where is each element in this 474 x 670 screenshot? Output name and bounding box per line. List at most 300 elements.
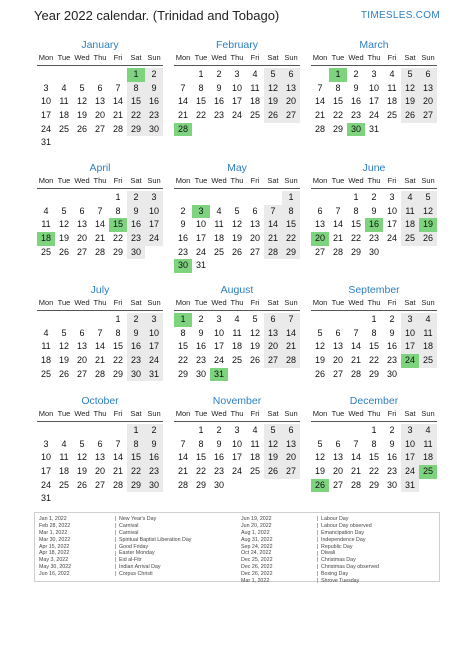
day-cell: 13	[332, 452, 343, 463]
day-cell: 7	[264, 205, 282, 219]
weekday-label: Thu	[230, 409, 244, 418]
day-cell: 25	[419, 354, 437, 368]
day-cell: 15	[350, 219, 361, 230]
day-cell: 7	[180, 438, 186, 449]
day-cell: 8	[371, 438, 377, 449]
weekday-label: Tue	[331, 409, 345, 418]
day-cell: 11	[401, 205, 419, 219]
legend-marker	[115, 564, 116, 569]
day-cell: 23	[350, 110, 361, 121]
day-cell: 20	[264, 340, 282, 354]
legend-holiday-name: Easter Monday	[119, 550, 155, 557]
day-cell: 27	[264, 354, 282, 368]
day-cell: 12	[264, 438, 282, 452]
weekday-label: Wed	[348, 176, 364, 185]
day-cell: 18	[401, 218, 419, 232]
weekday-header	[37, 52, 163, 66]
day-cell: 9	[127, 205, 145, 219]
weekday-header	[37, 175, 163, 189]
day-cell: 20	[332, 466, 343, 477]
legend-marker	[317, 571, 318, 576]
day-cell: 4	[389, 69, 395, 79]
empty-cell	[73, 191, 91, 205]
legend-column-2	[241, 516, 379, 585]
legend-date: Dec 26, 2022	[241, 571, 273, 578]
day-cell: 2	[145, 68, 163, 82]
day-cell: 22	[177, 355, 188, 366]
day-cell: 9	[145, 438, 163, 452]
day-cell: 2	[353, 69, 359, 79]
day-cell: 5	[79, 82, 85, 93]
day-cell: 30	[386, 368, 397, 379]
day-cell: 9	[353, 82, 359, 93]
weekday-label: Fri	[113, 176, 123, 185]
day-cell: 2	[198, 314, 204, 324]
weekday-header	[37, 297, 163, 311]
weekday-label: Sat	[130, 409, 142, 418]
day-cell: 15	[332, 96, 343, 107]
weekday-label: Sun	[147, 176, 161, 185]
holiday-legend	[34, 512, 440, 585]
day-cell: 27	[332, 479, 343, 490]
day-cell: 29	[112, 246, 123, 257]
day-cell: 7	[180, 82, 186, 93]
day-cell: 17	[401, 340, 419, 354]
day-cell: 12	[314, 341, 325, 352]
day-cell: 28	[177, 479, 188, 490]
day-cell: 28	[350, 479, 361, 490]
day-cell: 21	[332, 233, 343, 244]
day-cell: 12	[249, 327, 260, 338]
day-cell: 21	[350, 355, 361, 366]
day-cell: 19	[401, 95, 419, 109]
empty-cell	[264, 191, 282, 205]
day-cell: 6	[317, 205, 323, 216]
legend-date: Mar 1, 2022	[39, 529, 68, 536]
legend-date: Oct 24, 2022	[241, 550, 272, 557]
empty-cell	[228, 191, 246, 205]
day-cell: 16	[177, 233, 188, 244]
weekday-label: Fri	[250, 53, 260, 62]
empty-cell	[347, 313, 365, 327]
day-cell: 10	[213, 327, 224, 338]
day-cell: 26	[264, 109, 282, 123]
weekday-header	[174, 408, 300, 422]
day-cell: 5	[317, 438, 323, 449]
day-cell: 10	[145, 205, 163, 219]
day-cell: 16	[350, 96, 361, 107]
legend-date: Dec 26, 2022	[241, 564, 273, 571]
month-march	[311, 38, 437, 136]
day-cell: 18	[40, 355, 51, 366]
weekday-label: Mon	[175, 409, 191, 418]
day-cell: 12	[58, 219, 69, 230]
day-cell: 11	[250, 438, 260, 449]
weekday-label: Mon	[312, 298, 328, 307]
day-cell: 23	[386, 466, 397, 477]
legend-marker	[317, 544, 318, 549]
legend-item	[39, 571, 191, 578]
day-cell: 20	[76, 355, 87, 366]
day-cell: 22	[127, 109, 145, 123]
legend-item	[241, 530, 379, 537]
day-cell: 30	[386, 479, 397, 490]
weekday-label: Wed	[211, 53, 227, 62]
day-grid	[174, 68, 300, 136]
legend-date: Jun 19, 2022	[241, 516, 272, 522]
day-cell: 6	[264, 313, 282, 327]
weekday-label: Mon	[312, 176, 328, 185]
month-name: June	[362, 162, 386, 174]
weekday-label: Tue	[194, 53, 208, 62]
day-cell: 1	[198, 425, 204, 435]
day-cell: 10	[195, 219, 206, 230]
day-cell: 21	[112, 110, 123, 121]
day-cell: 1	[198, 69, 204, 79]
legend-date: Mar 30, 2022	[39, 536, 71, 543]
weekday-label: Thu	[367, 409, 381, 418]
legend-date: Jan 1, 2022	[39, 516, 67, 522]
weekday-label: Fri	[387, 298, 397, 307]
day-cell: 12	[264, 82, 282, 96]
day-cell: 5	[252, 314, 258, 324]
day-cell: 22	[368, 466, 379, 477]
day-cell: 22	[282, 232, 300, 246]
day-cell: 21	[282, 340, 300, 354]
day-cell: 17	[40, 110, 51, 121]
legend-holiday-name: Labour Day observed	[321, 522, 372, 529]
day-cell: 26	[264, 465, 282, 479]
day-cell: 10	[40, 96, 51, 107]
month-name: November	[212, 395, 262, 407]
day-cell: 13	[264, 327, 282, 341]
day-cell: 15	[368, 341, 379, 352]
month-september	[311, 283, 437, 381]
day-cell: 14	[264, 218, 282, 232]
day-cell: 31	[40, 137, 51, 148]
legend-marker	[115, 516, 116, 521]
day-cell: 18	[213, 233, 224, 244]
day-cell: 29	[368, 368, 379, 379]
legend-date: Dec 25, 2022	[241, 557, 273, 564]
legend-marker	[115, 530, 116, 535]
legend-marker	[115, 537, 116, 542]
day-cell: 24	[145, 232, 163, 246]
weekday-label: Thu	[93, 409, 107, 418]
weekday-label: Sat	[404, 409, 416, 418]
day-cell: 18	[419, 340, 437, 354]
empty-cell	[174, 191, 192, 205]
day-cell: 19	[76, 110, 87, 121]
weekday-label: Sat	[130, 176, 142, 185]
day-cell: 27	[76, 246, 87, 257]
legend-holiday-name: Diwali	[321, 550, 336, 557]
day-grid	[311, 68, 437, 136]
day-cell: 3	[389, 192, 395, 202]
day-cell: 4	[43, 327, 49, 338]
day-cell: 15	[112, 341, 123, 352]
day-cell: 20	[249, 233, 260, 244]
day-cell: 23	[213, 110, 224, 121]
day-cell: 18	[231, 341, 242, 352]
day-cell: 13	[282, 438, 300, 452]
day-cell: 27	[76, 368, 87, 379]
day-cell: 7	[97, 205, 103, 216]
weekday-label: Wed	[211, 298, 227, 307]
day-cell: 1	[371, 425, 377, 435]
weekday-label: Wed	[74, 298, 90, 307]
legend-date: May 30, 2022	[39, 564, 72, 571]
day-grid	[311, 313, 437, 381]
day-cell: 22	[368, 355, 379, 366]
day-cell: 18	[386, 96, 397, 107]
day-cell: 9	[371, 205, 377, 216]
weekday-header	[311, 297, 437, 311]
weekday-label: Sat	[130, 53, 142, 62]
day-cell: 4	[252, 69, 258, 79]
day-cell: 20	[94, 466, 105, 477]
day-cell: 24	[401, 465, 419, 479]
weekday-label: Thu	[93, 176, 107, 185]
legend-marker	[317, 530, 318, 535]
day-cell: 26	[314, 368, 325, 379]
legend-date: Aug 1, 2022	[241, 529, 270, 536]
day-cell: 9	[216, 438, 222, 449]
day-cell: 9	[389, 327, 395, 338]
day-cell: 24	[40, 479, 51, 490]
day-cell: 11	[59, 96, 69, 107]
weekday-label: Sat	[130, 298, 142, 307]
legend-marker	[317, 516, 318, 521]
weekday-label: Tue	[57, 176, 71, 185]
month-august	[174, 283, 300, 381]
day-cell: 17	[40, 466, 51, 477]
brand-logo[interactable]: TIMESLES.COM	[360, 10, 440, 21]
legend-marker	[115, 571, 116, 576]
empty-cell	[37, 191, 55, 205]
legend-marker	[317, 537, 318, 542]
day-cell: 28	[350, 368, 361, 379]
day-cell: 7	[282, 313, 300, 327]
day-cell: 12	[419, 205, 437, 219]
day-cell: 27	[249, 246, 260, 257]
weekday-label: Sun	[284, 176, 298, 185]
day-cell: 3	[216, 314, 222, 324]
day-cell: 4	[61, 82, 67, 93]
day-cell: 18	[419, 451, 437, 465]
legend-item	[241, 564, 379, 571]
holiday-day-cell: 3	[192, 205, 210, 219]
day-cell: 2	[180, 205, 186, 216]
month-may	[174, 161, 300, 273]
weekday-label: Fri	[113, 53, 123, 62]
day-cell: 16	[127, 340, 145, 354]
weekday-label: Sun	[421, 176, 435, 185]
day-cell: 8	[198, 82, 204, 93]
weekday-label: Mon	[38, 176, 54, 185]
legend-item	[241, 544, 379, 551]
day-cell: 1	[115, 192, 121, 202]
day-cell: 9	[216, 82, 222, 93]
empty-cell	[329, 191, 347, 205]
weekday-label: Tue	[331, 53, 345, 62]
month-name: July	[90, 284, 110, 296]
month-name: August	[220, 284, 254, 296]
weekday-label: Fri	[250, 176, 260, 185]
legend-holiday-name: Good Friday	[119, 543, 149, 550]
day-grid	[174, 313, 300, 381]
day-cell: 14	[94, 341, 105, 352]
legend-date: Jun 16, 2022	[39, 571, 70, 578]
day-cell: 23	[145, 109, 163, 123]
day-cell: 22	[112, 355, 123, 366]
day-cell: 6	[335, 438, 341, 449]
day-cell: 5	[419, 191, 437, 205]
legend-holiday-name: Carnival	[119, 522, 139, 529]
empty-cell	[311, 68, 329, 82]
day-cell: 21	[94, 355, 105, 366]
day-cell: 28	[112, 479, 123, 490]
weekday-label: Thu	[367, 176, 381, 185]
day-cell: 23	[368, 233, 379, 244]
month-name: March	[359, 39, 389, 51]
day-cell: 25	[401, 232, 419, 246]
weekday-label: Sun	[147, 298, 161, 307]
weekday-label: Mon	[312, 53, 328, 62]
day-cell: 30	[145, 123, 163, 137]
day-cell: 2	[389, 425, 395, 435]
weekday-header	[174, 297, 300, 311]
weekday-label: Sat	[267, 176, 279, 185]
day-cell: 29	[127, 123, 145, 137]
weekday-label: Fri	[250, 298, 260, 307]
day-cell: 12	[314, 452, 325, 463]
empty-cell	[174, 68, 192, 82]
weekday-label: Mon	[175, 298, 191, 307]
day-cell: 4	[216, 205, 222, 216]
weekday-label: Thu	[93, 53, 107, 62]
weekday-label: Tue	[194, 298, 208, 307]
empty-cell	[311, 313, 329, 327]
day-cell: 25	[231, 355, 242, 366]
weekday-label: Fri	[387, 176, 397, 185]
weekday-label: Thu	[93, 298, 107, 307]
legend-item	[39, 544, 191, 551]
day-cell: 11	[419, 438, 437, 452]
legend-item	[241, 571, 379, 578]
day-cell: 27	[282, 465, 300, 479]
legend-item	[39, 550, 191, 557]
day-cell: 29	[112, 368, 123, 379]
day-cell: 31	[195, 260, 206, 271]
day-cell: 3	[145, 313, 163, 327]
weekday-label: Sat	[267, 298, 279, 307]
empty-cell	[37, 68, 55, 82]
month-april	[37, 161, 163, 259]
day-cell: 11	[419, 327, 437, 341]
day-cell: 17	[401, 451, 419, 465]
day-cell: 30	[127, 368, 145, 382]
day-cell: 29	[332, 123, 343, 134]
day-cell: 5	[264, 68, 282, 82]
day-cell: 17	[145, 218, 163, 232]
day-cell: 8	[371, 327, 377, 338]
empty-cell	[347, 424, 365, 438]
day-cell: 31	[401, 479, 419, 493]
day-cell: 7	[115, 82, 121, 93]
day-cell: 14	[350, 452, 361, 463]
day-cell: 31	[40, 493, 51, 504]
weekday-header	[37, 408, 163, 422]
weekday-label: Thu	[230, 298, 244, 307]
day-cell: 17	[145, 340, 163, 354]
day-cell: 8	[127, 82, 145, 96]
legend-item	[39, 516, 191, 523]
day-grid	[37, 191, 163, 259]
day-cell: 24	[145, 354, 163, 368]
day-cell: 19	[314, 355, 325, 366]
day-cell: 17	[213, 341, 224, 352]
day-cell: 6	[79, 327, 85, 338]
day-cell: 20	[282, 451, 300, 465]
day-cell: 6	[79, 205, 85, 216]
weekday-label: Tue	[194, 409, 208, 418]
day-grid	[37, 68, 163, 150]
weekday-label: Sun	[284, 53, 298, 62]
day-cell: 30	[213, 479, 224, 490]
day-cell: 27	[332, 368, 343, 379]
day-cell: 6	[97, 438, 103, 449]
day-cell: 26	[249, 355, 260, 366]
day-cell: 26	[231, 246, 242, 257]
day-cell: 16	[213, 452, 224, 463]
day-cell: 2	[389, 314, 395, 324]
legend-item	[241, 537, 379, 544]
empty-cell	[37, 424, 55, 438]
day-cell: 14	[350, 341, 361, 352]
day-cell: 3	[371, 69, 377, 79]
day-cell: 21	[314, 110, 325, 121]
day-cell: 25	[40, 246, 51, 257]
weekday-label: Thu	[367, 53, 381, 62]
day-cell: 30	[368, 246, 379, 257]
day-cell: 13	[94, 452, 105, 463]
day-cell: 16	[386, 452, 397, 463]
day-cell: 13	[76, 219, 87, 230]
day-cell: 17	[231, 452, 242, 463]
day-cell: 10	[231, 438, 242, 449]
day-cell: 24	[40, 123, 51, 134]
day-cell: 26	[58, 368, 69, 379]
day-cell: 28	[94, 246, 105, 257]
legend-holiday-name: Boxing Day	[321, 571, 349, 578]
day-cell: 14	[332, 219, 343, 230]
day-cell: 17	[231, 96, 242, 107]
day-cell: 13	[94, 96, 105, 107]
day-cell: 23	[127, 354, 145, 368]
empty-cell	[329, 424, 347, 438]
empty-cell	[73, 68, 91, 82]
legend-date: Jun 20, 2022	[241, 522, 272, 529]
day-cell: 24	[231, 466, 242, 477]
weekday-label: Mon	[38, 409, 54, 418]
day-cell: 24	[195, 246, 206, 257]
empty-cell	[210, 191, 228, 205]
weekday-label: Wed	[348, 53, 364, 62]
legend-holiday-name: Emancipation Day	[321, 529, 364, 536]
day-grid	[311, 191, 437, 259]
day-cell: 27	[282, 109, 300, 123]
